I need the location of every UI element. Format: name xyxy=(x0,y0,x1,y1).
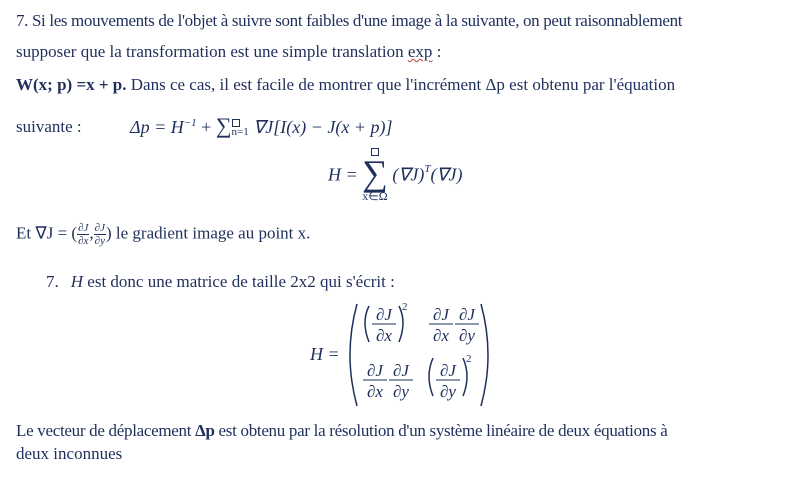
m11-square: 2 xyxy=(402,301,408,313)
numbered-item-7: 7. H est donc une matrice de taille 2x2 qui s'écrit : xyxy=(46,272,395,291)
matrix-right-paren xyxy=(481,304,488,406)
m11-den: ∂x xyxy=(376,326,392,345)
final-line-2: deux inconnues xyxy=(16,444,123,463)
m21-num-1: ∂J xyxy=(367,361,383,380)
m22-square: 2 xyxy=(466,353,472,365)
fraction-dj-dy: $\frac{\partial J}{\partial y}$ xyxy=(94,222,105,247)
sum-operator: ∑ x∈Ω xyxy=(362,148,388,202)
m12-den-2: ∂y xyxy=(459,326,475,345)
matrix-lhs: H = xyxy=(310,344,340,364)
spell-flag-exp: exp xyxy=(407,42,433,61)
matrix-left-paren xyxy=(350,304,357,406)
fraction-dj-dx: $\frac{\partial J}{\partial x}$ xyxy=(78,222,89,247)
inner-paren-left-2 xyxy=(429,358,433,396)
para-line-2: supposer que la transformation est une simple translation exp : xyxy=(16,42,442,61)
equation-delta-p: $\Delta p = H^{-1}$ + ∑ n=1 ∇J[I(x) − J(x + p)] xyxy=(130,113,393,139)
m12-num-2: ∂J xyxy=(459,305,475,324)
para-line-3: W(x; p) =x + p. Dans ce cas, il est facile de montrer que l'incrément Δp est obtenu par l'équation xyxy=(16,75,676,94)
para-line-1: 7. Si les mouvements de l'objet à suivre sont faibles d'une image à la suivante, on peut raisonnablement xyxy=(16,11,683,30)
m21-num-2: ∂J xyxy=(393,361,409,380)
m21-den-2: ∂y xyxy=(393,382,409,401)
gradient-definition: Et ∇J = ( $\frac{\partial J}{\partial x}$ , $\frac{\partial J}{\partial y}$ ) le gradient image au point x. xyxy=(16,222,311,247)
inner-paren-left-1 xyxy=(365,306,369,342)
m22-den: ∂y xyxy=(440,382,456,401)
para-line-4: suivante : xyxy=(16,117,82,136)
sum-limits: n=1 xyxy=(232,119,249,138)
m11-num: ∂J xyxy=(376,305,392,324)
m21-den-1: ∂x xyxy=(367,382,383,401)
final-line-1: Le vecteur de déplacement Δp est obtenu par la résolution d'un système linéaire de deux équations à xyxy=(16,421,668,440)
m12-num-1: ∂J xyxy=(433,305,449,324)
hessian-matrix xyxy=(345,300,495,410)
equation-hessian-sum: H = ∑ x∈Ω $(\nabla J)^T(\nabla J)$ xyxy=(328,148,463,202)
m22-num: ∂J xyxy=(440,361,456,380)
m12-den-1: ∂x xyxy=(433,326,449,345)
